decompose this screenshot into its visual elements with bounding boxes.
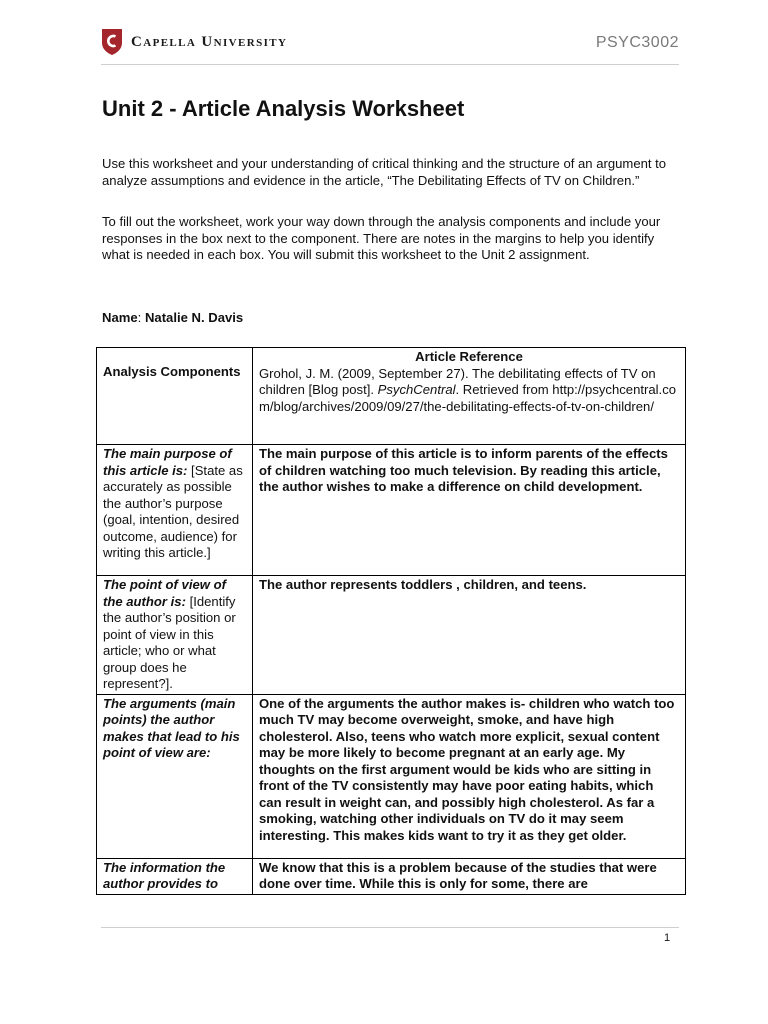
table-row (97, 445, 686, 576)
intro-paragraph-2: To fill out the worksheet, work your way down through the analysis components and include your responses in the box next to the component. There are notes in the margins to help you identify what is needed in each box. You will submit this worksheet to the Unit 2 assignment. (102, 214, 661, 262)
university-logo (101, 28, 287, 56)
worksheet-table (96, 347, 686, 895)
analysis-components-header: Analysis Components (97, 348, 253, 445)
name-label: Name (102, 310, 138, 325)
component-cell: The point of view of the author is: [Identify the author’s position or point of view in this article; who or what group does he represent?]. (97, 576, 253, 695)
intro-paragraph-1: Use this worksheet and your understanding of critical thinking and the structure of an argument to analyze assumptions and evidence in the article, “The Debilitating Effects of TV on Children.” (102, 156, 667, 188)
component-cell: The information the author provides to (97, 858, 253, 894)
response-cell[interactable]: The author represents toddlers , children, and teens. (253, 576, 686, 695)
component-cell: The main purpose of this article is: [State as accurately as possible the author’s purpose (goal, intention, desired outcome, audience) for writing this article.] (97, 445, 253, 576)
reference-source: PsychCentral (377, 382, 456, 397)
page-title: Unit 2 - Article Analysis Worksheet (102, 96, 465, 121)
response-cell[interactable]: The main purpose of this article is to inform parents of the effects of children watching too much television. By reading this article, the author wishes to make a difference on child development. (253, 445, 686, 576)
table-header-row (97, 348, 686, 445)
component-cell: The arguments (main points) the author makes that lead to his point of view are: (97, 694, 253, 858)
student-name: Name: Natalie N. Davis (102, 310, 244, 325)
table-row (97, 858, 686, 894)
page-header (101, 26, 679, 65)
response-cell[interactable]: We know that this is a problem because of the studies that were done over time. While this is only for some, there are (253, 858, 686, 894)
course-code: PSYC3002 (595, 34, 679, 51)
page-number: 1 (664, 932, 671, 944)
table-row (97, 576, 686, 695)
reference-title: Article Reference (415, 349, 523, 364)
name-value: Natalie N. Davis (144, 310, 244, 325)
reference-text: Grohol, J. M. (2009, September 27). The debilitating effects of TV on children [Blog post]. PsychCentral. Retrieved from http://psychcentral.com/blog/archives/2009/09/27/the-debilitating-effects-of-tv-on-children/ (259, 365, 677, 414)
response-cell[interactable]: One of the arguments the author makes is- children who watch too much TV may become overweight, smoke, and have high cholesterol. Also, teens who watch more explicit, sexual content may be more likely to become pregnant at an early age. My thoughts on the first argument would be kids who are sitting in front of the TV consistently may have poor eating habits, which can result in weight can, and possibly high cholesterol. As far a smoking, watching other individuals on TV do it may seem interesting. This makes kids want to try it as they get older. (253, 694, 686, 858)
shield-icon (101, 28, 123, 56)
footer-divider (101, 927, 679, 928)
university-name: Capella University (131, 33, 288, 50)
table-row (97, 694, 686, 858)
article-reference-cell (253, 348, 686, 445)
